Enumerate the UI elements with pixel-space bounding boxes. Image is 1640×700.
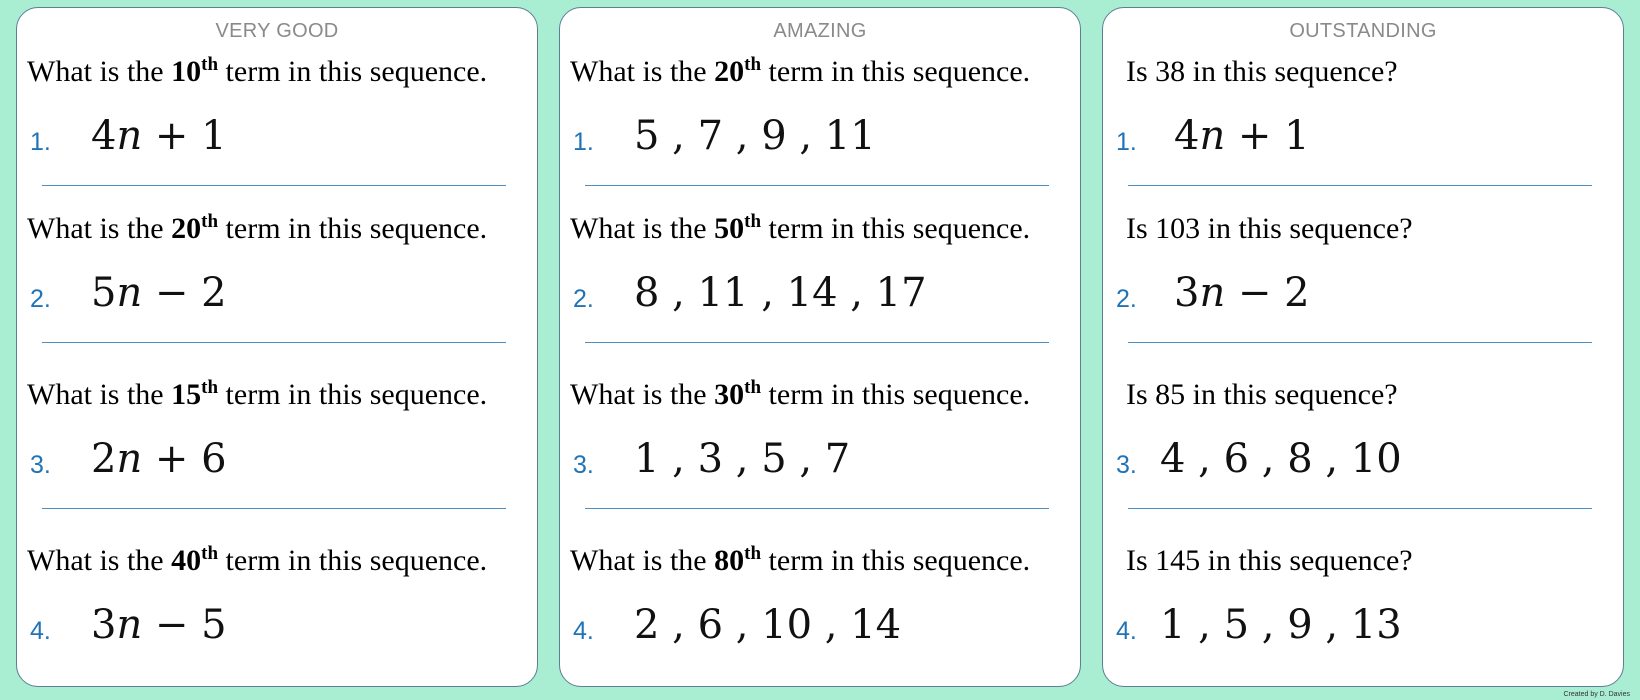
question-prompt: Is 103 in this sequence? — [1126, 212, 1413, 245]
question-number: 4. — [1116, 617, 1137, 645]
panel-title: VERY GOOD — [215, 20, 339, 42]
divider — [1128, 185, 1592, 186]
panel-title: OUTSTANDING — [1289, 20, 1437, 42]
question-number: 1. — [1116, 128, 1137, 156]
question-prompt: Is 85 in this sequence? — [1126, 378, 1398, 411]
question-number: 1. — [30, 128, 51, 156]
question-number: 2. — [1116, 285, 1137, 313]
panel-very-good — [16, 7, 538, 687]
sequence-terms: 5 , 7 , 9 , 11 — [634, 113, 876, 159]
question-number: 1. — [573, 128, 594, 156]
question-prompt: What is the 20th term in this sequence. — [570, 54, 1031, 88]
nth-term-expression: 5n − 2 — [91, 270, 227, 316]
question-prompt: What is the 30th term in this sequence. — [570, 377, 1031, 411]
nth-term-expression: 3n − 5 — [91, 602, 227, 648]
question-prompt: What is the 40th term in this sequence. — [27, 543, 488, 577]
sequence-terms: 1 , 5 , 9 , 13 — [1160, 602, 1402, 648]
question-prompt: What is the 50th term in this sequence. — [570, 211, 1031, 245]
question-number: 2. — [30, 285, 51, 313]
divider — [585, 342, 1049, 343]
sequence-terms: 1 , 3 , 5 , 7 — [634, 436, 851, 482]
question-prompt: What is the 15th term in this sequence. — [27, 377, 488, 411]
sequence-terms: 2 , 6 , 10 , 14 — [634, 602, 902, 648]
question-prompt: What is the 20th term in this sequence. — [27, 211, 488, 245]
sequence-terms: 4 , 6 , 8 , 10 — [1160, 436, 1402, 482]
question-prompt: Is 145 in this sequence? — [1126, 544, 1413, 577]
question-number: 4. — [573, 617, 594, 645]
divider — [42, 185, 506, 186]
divider — [585, 185, 1049, 186]
sequence-terms: 8 , 11 , 14 , 17 — [634, 270, 927, 316]
panel-outstanding — [1102, 7, 1624, 687]
question-number: 3. — [1116, 451, 1137, 479]
nth-term-expression: 4n + 1 — [1174, 113, 1310, 159]
question-prompt: What is the 80th term in this sequence. — [570, 543, 1031, 577]
nth-term-expression: 2n + 6 — [91, 436, 227, 482]
credit-text: Created by D. Davies — [1563, 691, 1630, 698]
question-number: 3. — [30, 451, 51, 479]
divider — [1128, 508, 1592, 509]
question-prompt: What is the 10th term in this sequence. — [27, 54, 488, 88]
question-number: 2. — [573, 285, 594, 313]
divider — [42, 508, 506, 509]
nth-term-expression: 3n − 2 — [1174, 270, 1310, 316]
question-prompt: Is 38 in this sequence? — [1126, 55, 1398, 88]
question-number: 3. — [573, 451, 594, 479]
panel-amazing — [559, 7, 1081, 687]
divider — [585, 508, 1049, 509]
nth-term-expression: 4n + 1 — [91, 113, 227, 159]
panel-title: AMAZING — [773, 20, 867, 42]
divider — [1128, 342, 1592, 343]
divider — [42, 342, 506, 343]
question-number: 4. — [30, 617, 51, 645]
